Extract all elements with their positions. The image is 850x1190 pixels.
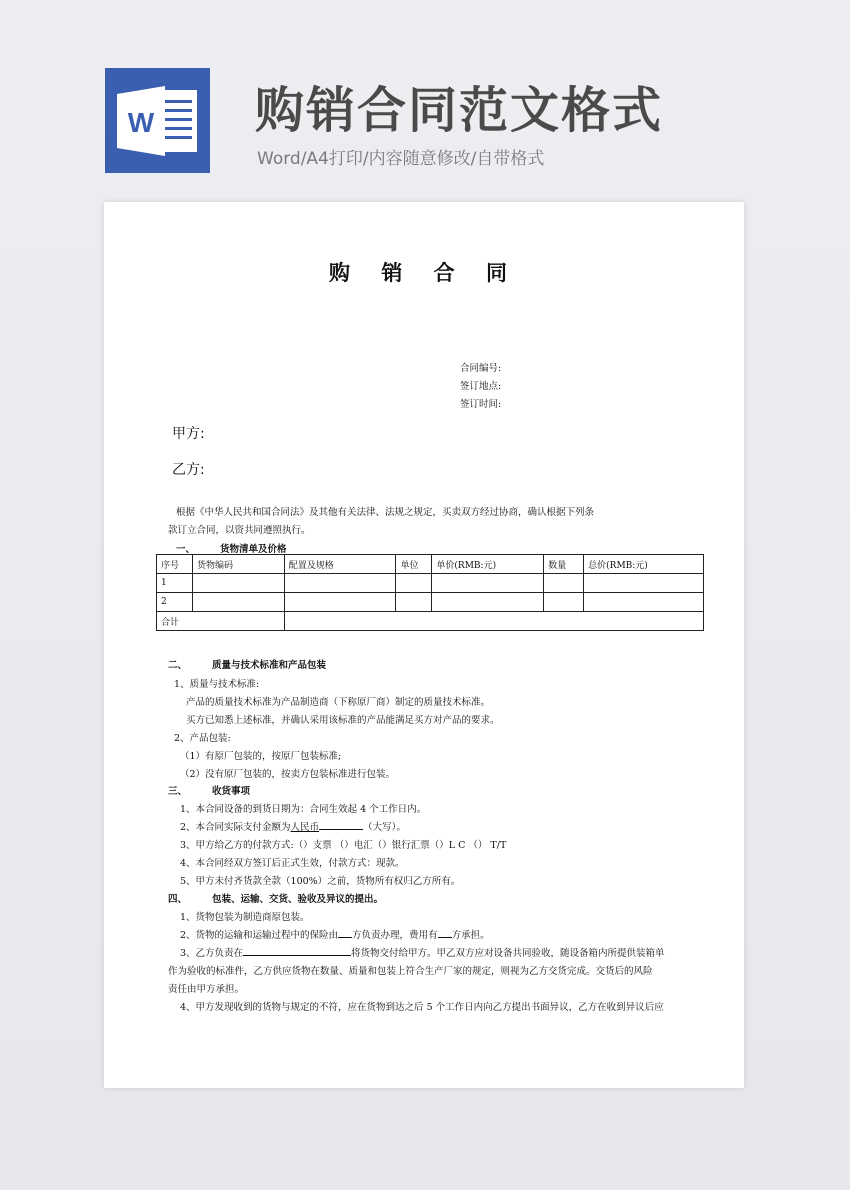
section-3-heading [168, 783, 250, 797]
page-title: 购销合同范文格式 [255, 82, 664, 139]
payment-currency: 人民币 [290, 822, 320, 833]
table-total-row [157, 612, 704, 631]
section-1-number: 一、 [176, 544, 196, 555]
payment-amount-prefix: 2、本合同实际支付金额为 [180, 822, 291, 833]
contract-number-label: 合同编号: [460, 363, 502, 374]
sign-time-label: 签订时间: [460, 399, 502, 410]
section-4-line-3-cont: 作为验收的标准件，乙方供应货物在数量、质量和包装上符合生产厂家的规定，则视为乙方交货完成。交货后的风险 [168, 966, 653, 977]
section-4-line-2-part: 方负责办理，费用有 [352, 930, 438, 941]
table-row [157, 574, 704, 593]
table-cell [584, 593, 704, 612]
section-4-line-3 [180, 945, 665, 959]
section-2-title: 质量与技术标准和产品包装 [212, 660, 327, 671]
contract-title: 购 销 合 同 [329, 260, 519, 285]
section-2-heading [168, 657, 326, 671]
blank-line [338, 927, 352, 938]
section-3-number: 三、 [168, 786, 188, 797]
section-4-line-4: 4、甲方发现收到的货物与规定的不符，应在货物到达之后 5 个工作日内向乙方提出书面异议，乙方在收到异议后应 [180, 1002, 664, 1013]
table-header-cell: 单价(RMB:元) [432, 555, 544, 574]
table-cell [544, 593, 584, 612]
table-cell: 1 [157, 574, 193, 593]
intro-line-1: 根据《中华人民共和国合同法》及其他有关法律、法规之规定，买卖双方经过协商，确认根据下列条 [176, 507, 595, 518]
section-3-title: 收货事项 [212, 786, 251, 797]
table-cell [584, 574, 704, 593]
section-2-number: 二、 [168, 660, 188, 671]
section-2-line: （2）没有原厂包装的，按卖方包装标准进行包装。 [180, 769, 396, 780]
word-document-icon [105, 68, 210, 173]
section-2-line: 产品的质量技术标准为产品制造商（下称原厂商）制定的质量技术标准。 [186, 697, 491, 708]
section-3-line-3: 3、甲方给乙方的付款方式:（）支票 （）电汇（）银行汇票（）L C （） T/T [180, 840, 507, 851]
table-cell [192, 593, 284, 612]
table-cell [192, 574, 284, 593]
section-4-line-2-part: 方承担。 [451, 930, 490, 941]
table-cell [544, 574, 584, 593]
section-2-line: 1、质量与技术标准: [174, 679, 260, 690]
word-icon-letter: W [127, 107, 155, 138]
party-a-label: 甲方: [172, 426, 205, 442]
section-3-line-5: 5、甲方未付齐货款全款（100%）之前，货物所有权归乙方所有。 [180, 876, 461, 887]
table-cell [396, 593, 432, 612]
table-cell [284, 574, 396, 593]
goods-table [156, 554, 704, 631]
section-1-heading [176, 541, 287, 555]
section-4-title: 包装、运输、交货、验收及异议的提出。 [212, 894, 384, 905]
section-4-line-3-end: 责任由甲方承担。 [168, 984, 245, 995]
blank-line [243, 945, 351, 956]
section-4-heading [168, 891, 383, 905]
section-3-line-2 [180, 819, 406, 833]
section-2-line: （1）有原厂包装的，按原厂包装标准; [180, 751, 342, 762]
table-header-cell: 数量 [544, 555, 584, 574]
table-header-cell: 总价(RMB:元) [584, 555, 704, 574]
table-header-cell: 单位 [396, 555, 432, 574]
table-header-cell: 序号 [157, 555, 193, 574]
table-cell [396, 574, 432, 593]
table-header-row [157, 555, 704, 574]
sign-place-label: 签订地点: [460, 381, 502, 392]
table-cell [432, 574, 544, 593]
section-4-line-2-part: 2、货物的运输和运输过程中的保险由 [180, 930, 339, 941]
section-4-number: 四、 [168, 894, 188, 905]
party-b-label: 乙方: [172, 462, 205, 478]
section-1-title: 货物清单及价格 [220, 544, 287, 555]
table-header-cell: 配置及规格 [284, 555, 396, 574]
table-total-label: 合计 [157, 612, 285, 631]
table-cell [284, 593, 396, 612]
intro-line-2: 款订立合同，以资共同遵照执行。 [168, 525, 311, 536]
table-header-cell: 货物编码 [192, 555, 284, 574]
section-4-line-1: 1、货物包装为制造商原包装。 [180, 912, 310, 923]
section-4-line-2 [180, 927, 490, 941]
payment-amount-blank [319, 819, 363, 830]
section-3-line-1: 1、本合同设备的到货日期为：合同生效起 4 个工作日内。 [180, 804, 427, 815]
section-4-line-3-part: 3、乙方负责在 [180, 948, 244, 959]
table-total-value [284, 612, 703, 631]
section-2-line: 买方已知悉上述标准，并确认采用该标准的产品能满足买方对产品的要求。 [186, 715, 500, 726]
table-row [157, 593, 704, 612]
section-2-line: 2、产品包装: [174, 733, 231, 744]
table-cell: 2 [157, 593, 193, 612]
blank-line [438, 927, 452, 938]
payment-amount-suffix: （大写）。 [363, 822, 406, 833]
page-subtitle: Word/A4打印/内容随意修改/自带格式 [257, 149, 545, 169]
section-3-line-4: 4、本合同经双方签订后正式生效，付款方式：现款。 [180, 858, 405, 869]
table-cell [432, 593, 544, 612]
document-page [104, 202, 744, 1088]
section-4-line-3-part: 将货物交付给甲方。甲乙双方应对设备共同验收，随设备箱内所提供装箱单 [351, 948, 665, 959]
